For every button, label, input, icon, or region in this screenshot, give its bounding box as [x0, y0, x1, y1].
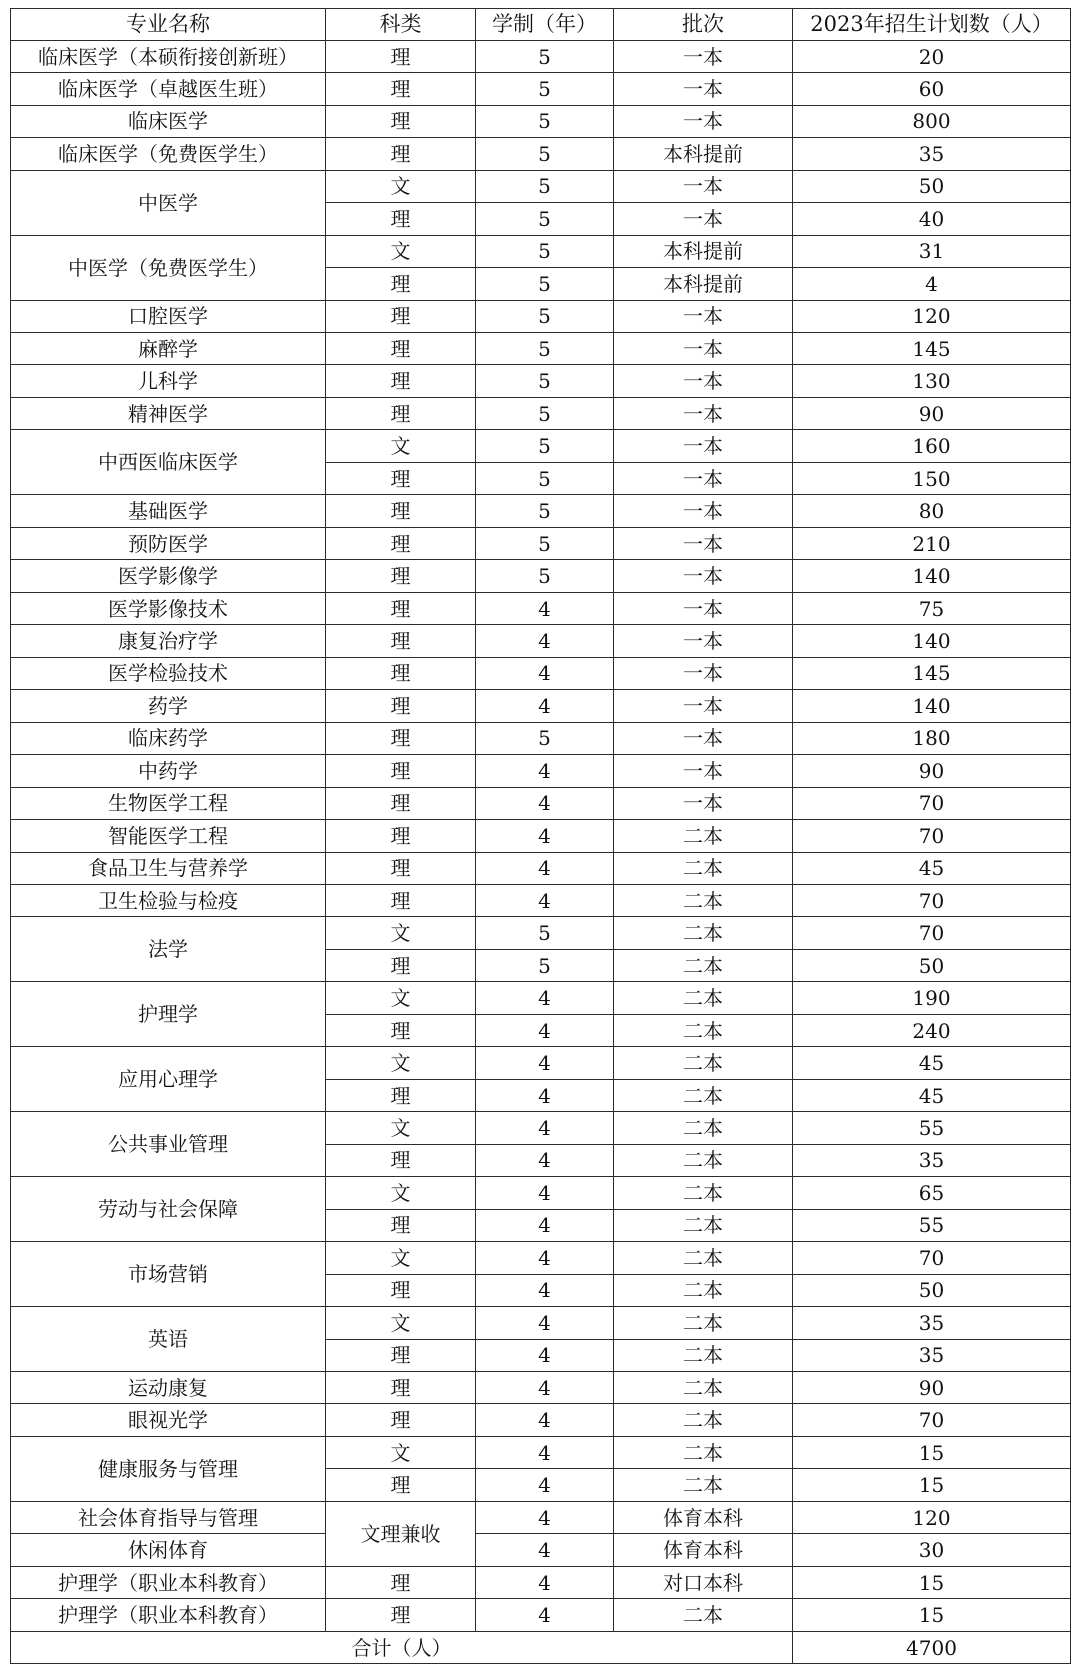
plan-count-cell: 80: [793, 495, 1071, 527]
major-cell: 卫生检验与检疫: [11, 884, 326, 916]
table-row: [11, 1242, 1071, 1274]
batch-cell: 二本: [614, 1209, 793, 1241]
major-cell: 中医学: [11, 170, 326, 235]
category-cell: 理: [326, 949, 476, 981]
plan-count-cell: 45: [793, 852, 1071, 884]
batch-cell: 二本: [614, 1339, 793, 1371]
plan-count-cell: 800: [793, 105, 1071, 137]
plan-count-cell: 120: [793, 300, 1071, 332]
major-cell: 英语: [11, 1307, 326, 1372]
category-cell: 理: [326, 462, 476, 494]
years-cell: 5: [476, 949, 614, 981]
major-cell: 预防医学: [11, 527, 326, 559]
plan-count-cell: 70: [793, 1404, 1071, 1436]
category-cell: 文: [326, 430, 476, 462]
table-row: [11, 365, 1071, 397]
plan-count-cell: 90: [793, 755, 1071, 787]
category-cell: 理: [326, 40, 476, 72]
category-cell: 文: [326, 917, 476, 949]
table-row: [11, 527, 1071, 559]
batch-cell: 一本: [614, 73, 793, 105]
table-row: [11, 1177, 1071, 1209]
years-cell: 4: [476, 852, 614, 884]
category-cell: 理: [326, 560, 476, 592]
category-cell: 文: [326, 1177, 476, 1209]
table-row: [11, 852, 1071, 884]
table-row: [11, 73, 1071, 105]
category-cell: 文: [326, 1047, 476, 1079]
major-cell: 康复治疗学: [11, 625, 326, 657]
table-row: [11, 755, 1071, 787]
category-cell: 理: [326, 1372, 476, 1404]
category-cell: 理: [326, 820, 476, 852]
major-cell: 食品卫生与营养学: [11, 852, 326, 884]
table-row: [11, 884, 1071, 916]
category-cell: 文: [326, 1242, 476, 1274]
table-row: [11, 1047, 1071, 1079]
major-cell: 医学影像学: [11, 560, 326, 592]
years-cell: 5: [476, 268, 614, 300]
plan-count-cell: 50: [793, 1274, 1071, 1306]
years-cell: 4: [476, 1566, 614, 1598]
table-row: [11, 300, 1071, 332]
plan-count-cell: 90: [793, 397, 1071, 429]
category-cell: 理: [326, 884, 476, 916]
table-row: [11, 820, 1071, 852]
table-row: [11, 1372, 1071, 1404]
major-cell: 中药学: [11, 755, 326, 787]
plan-count-cell: 180: [793, 722, 1071, 754]
category-cell: 理: [326, 755, 476, 787]
years-cell: 5: [476, 365, 614, 397]
plan-count-cell: 210: [793, 527, 1071, 559]
batch-cell: 二本: [614, 1242, 793, 1274]
batch-cell: 二本: [614, 949, 793, 981]
plan-count-cell: 35: [793, 1307, 1071, 1339]
batch-cell: 一本: [614, 300, 793, 332]
batch-cell: 一本: [614, 755, 793, 787]
table-row: [11, 1566, 1071, 1598]
header-category: 科类: [326, 9, 476, 41]
batch-cell: 二本: [614, 1599, 793, 1632]
years-cell: 5: [476, 495, 614, 527]
category-cell: 理: [326, 1014, 476, 1046]
table-row: [11, 1404, 1071, 1436]
plan-count-cell: 50: [793, 949, 1071, 981]
category-cell: 理: [326, 268, 476, 300]
category-cell: 理: [326, 787, 476, 819]
plan-count-cell: 140: [793, 690, 1071, 722]
years-cell: 4: [476, 1501, 614, 1533]
years-cell: 5: [476, 170, 614, 202]
batch-cell: 一本: [614, 40, 793, 72]
plan-count-cell: 35: [793, 1144, 1071, 1176]
table-row: [11, 1599, 1071, 1632]
years-cell: 5: [476, 138, 614, 170]
category-cell: 理: [326, 397, 476, 429]
header-batch: 批次: [614, 9, 793, 41]
major-cell: 生物医学工程: [11, 787, 326, 819]
category-cell: 理: [326, 365, 476, 397]
plan-count-cell: 15: [793, 1599, 1071, 1632]
major-cell: 劳动与社会保障: [11, 1177, 326, 1242]
years-cell: 4: [476, 1144, 614, 1176]
batch-cell: 对口本科: [614, 1566, 793, 1598]
major-cell: 中医学（免费医学生）: [11, 235, 326, 300]
major-cell: 护理学（职业本科教育）: [11, 1599, 326, 1632]
plan-count-cell: 70: [793, 884, 1071, 916]
category-cell: 理: [326, 203, 476, 235]
table-row: [11, 560, 1071, 592]
years-cell: 4: [476, 1274, 614, 1306]
major-cell: 休闲体育: [11, 1534, 326, 1566]
table-row: [11, 657, 1071, 689]
category-cell: 理: [326, 333, 476, 365]
table-row: [11, 1112, 1071, 1144]
category-cell: 理: [326, 657, 476, 689]
plan-count-cell: 30: [793, 1534, 1071, 1566]
plan-count-cell: 15: [793, 1469, 1071, 1501]
batch-cell: 一本: [614, 462, 793, 494]
header-major: 专业名称: [11, 9, 326, 41]
category-cell: 理: [326, 1566, 476, 1598]
batch-cell: 二本: [614, 820, 793, 852]
plan-count-cell: 240: [793, 1014, 1071, 1046]
major-cell: 药学: [11, 690, 326, 722]
plan-count-cell: 75: [793, 592, 1071, 624]
major-cell: 儿科学: [11, 365, 326, 397]
years-cell: 4: [476, 1014, 614, 1046]
category-cell: 理: [326, 625, 476, 657]
batch-cell: 二本: [614, 1144, 793, 1176]
category-cell: 文: [326, 982, 476, 1014]
header-plan-count: 2023年招生计划数（人）: [793, 9, 1071, 41]
category-cell: 理: [326, 1404, 476, 1436]
batch-cell: 一本: [614, 365, 793, 397]
batch-cell: 一本: [614, 527, 793, 559]
major-cell: 临床药学: [11, 722, 326, 754]
years-cell: 5: [476, 397, 614, 429]
major-cell: 社会体育指导与管理: [11, 1501, 326, 1533]
header-row: [11, 9, 1071, 41]
years-cell: 4: [476, 1436, 614, 1468]
batch-cell: 一本: [614, 592, 793, 624]
category-cell: 理: [326, 495, 476, 527]
batch-cell: 体育本科: [614, 1534, 793, 1566]
category-cell: 理: [326, 1339, 476, 1371]
batch-cell: 一本: [614, 170, 793, 202]
years-cell: 5: [476, 560, 614, 592]
category-cell: 理: [326, 1599, 476, 1632]
years-cell: 4: [476, 1112, 614, 1144]
batch-cell: 二本: [614, 982, 793, 1014]
plan-count-cell: 70: [793, 1242, 1071, 1274]
batch-cell: 一本: [614, 397, 793, 429]
header-years: 学制（年）: [476, 9, 614, 41]
table-row: [11, 170, 1071, 202]
plan-count-cell: 150: [793, 462, 1071, 494]
plan-count-cell: 4: [793, 268, 1071, 300]
batch-cell: 二本: [614, 917, 793, 949]
table-row: [11, 40, 1071, 72]
plan-count-cell: 35: [793, 138, 1071, 170]
years-cell: 5: [476, 333, 614, 365]
plan-count-cell: 160: [793, 430, 1071, 462]
plan-count-cell: 145: [793, 657, 1071, 689]
batch-cell: 一本: [614, 690, 793, 722]
batch-cell: 一本: [614, 722, 793, 754]
major-cell: 口腔医学: [11, 300, 326, 332]
years-cell: 5: [476, 300, 614, 332]
table-row: [11, 982, 1071, 1014]
category-cell: 理: [326, 690, 476, 722]
plan-count-cell: 190: [793, 982, 1071, 1014]
years-cell: 4: [476, 1079, 614, 1111]
years-cell: 5: [476, 462, 614, 494]
category-cell: 理: [326, 300, 476, 332]
major-cell: 健康服务与管理: [11, 1436, 326, 1501]
batch-cell: 体育本科: [614, 1501, 793, 1533]
plan-count-cell: 20: [793, 40, 1071, 72]
plan-count-cell: 45: [793, 1047, 1071, 1079]
category-cell: 理: [326, 1079, 476, 1111]
years-cell: 5: [476, 235, 614, 267]
table-row: [11, 787, 1071, 819]
plan-count-cell: 55: [793, 1209, 1071, 1241]
plan-count-cell: 130: [793, 365, 1071, 397]
major-cell: 基础医学: [11, 495, 326, 527]
table-row: [11, 105, 1071, 137]
plan-count-cell: 145: [793, 333, 1071, 365]
years-cell: 5: [476, 105, 614, 137]
plan-count-cell: 35: [793, 1339, 1071, 1371]
plan-count-cell: 40: [793, 203, 1071, 235]
years-cell: 4: [476, 787, 614, 819]
major-cell: 应用心理学: [11, 1047, 326, 1112]
category-cell: 理: [326, 592, 476, 624]
category-cell: 理: [326, 73, 476, 105]
table-row: [11, 625, 1071, 657]
plan-count-cell: 70: [793, 917, 1071, 949]
batch-cell: 二本: [614, 1112, 793, 1144]
major-cell: 公共事业管理: [11, 1112, 326, 1177]
major-cell: 中西医临床医学: [11, 430, 326, 495]
years-cell: 4: [476, 1469, 614, 1501]
major-cell: 临床医学（卓越医生班）: [11, 73, 326, 105]
table-row: [11, 592, 1071, 624]
years-cell: 4: [476, 1242, 614, 1274]
batch-cell: 二本: [614, 1014, 793, 1046]
plan-count-cell: 140: [793, 625, 1071, 657]
batch-cell: 一本: [614, 787, 793, 819]
batch-cell: 二本: [614, 1047, 793, 1079]
table-row: [11, 1501, 1071, 1533]
major-cell: 医学影像技术: [11, 592, 326, 624]
years-cell: 4: [476, 1339, 614, 1371]
plan-count-cell: 140: [793, 560, 1071, 592]
batch-cell: 二本: [614, 1436, 793, 1468]
batch-cell: 本科提前: [614, 235, 793, 267]
batch-cell: 二本: [614, 852, 793, 884]
years-cell: 4: [476, 1307, 614, 1339]
batch-cell: 一本: [614, 105, 793, 137]
years-cell: 4: [476, 1534, 614, 1566]
years-cell: 5: [476, 527, 614, 559]
table-row: [11, 722, 1071, 754]
years-cell: 5: [476, 430, 614, 462]
years-cell: 4: [476, 1372, 614, 1404]
batch-cell: 二本: [614, 1079, 793, 1111]
category-cell: 理: [326, 105, 476, 137]
plan-count-cell: 55: [793, 1112, 1071, 1144]
table-row: [11, 138, 1071, 170]
years-cell: 4: [476, 657, 614, 689]
plan-count-cell: 90: [793, 1372, 1071, 1404]
category-cell: 文理兼收: [326, 1501, 476, 1566]
category-cell: 理: [326, 1469, 476, 1501]
plan-count-cell: 65: [793, 1177, 1071, 1209]
category-cell: 理: [326, 722, 476, 754]
batch-cell: 二本: [614, 1274, 793, 1306]
plan-count-cell: 120: [793, 1501, 1071, 1533]
years-cell: 4: [476, 1177, 614, 1209]
major-cell: 精神医学: [11, 397, 326, 429]
total-label: 合计（人）: [11, 1632, 793, 1664]
plan-count-cell: 31: [793, 235, 1071, 267]
table-row: [11, 430, 1071, 462]
years-cell: 4: [476, 1404, 614, 1436]
plan-count-cell: 15: [793, 1566, 1071, 1598]
major-cell: 临床医学: [11, 105, 326, 137]
years-cell: 5: [476, 203, 614, 235]
category-cell: 文: [326, 1307, 476, 1339]
category-cell: 文: [326, 235, 476, 267]
batch-cell: 二本: [614, 1404, 793, 1436]
years-cell: 4: [476, 820, 614, 852]
batch-cell: 一本: [614, 560, 793, 592]
years-cell: 5: [476, 40, 614, 72]
years-cell: 4: [476, 625, 614, 657]
years-cell: 4: [476, 1599, 614, 1632]
plan-count-cell: 50: [793, 170, 1071, 202]
table-row: [11, 495, 1071, 527]
batch-cell: 一本: [614, 333, 793, 365]
category-cell: 理: [326, 138, 476, 170]
years-cell: 5: [476, 917, 614, 949]
category-cell: 理: [326, 527, 476, 559]
major-cell: 临床医学（本硕衔接创新班）: [11, 40, 326, 72]
table-row: [11, 1534, 1071, 1566]
major-cell: 护理学: [11, 982, 326, 1047]
batch-cell: 二本: [614, 1372, 793, 1404]
years-cell: 4: [476, 592, 614, 624]
table-row: [11, 333, 1071, 365]
major-cell: 智能医学工程: [11, 820, 326, 852]
category-cell: 文: [326, 1112, 476, 1144]
years-cell: 4: [476, 1047, 614, 1079]
major-cell: 临床医学（免费医学生）: [11, 138, 326, 170]
batch-cell: 一本: [614, 203, 793, 235]
total-row: [11, 1632, 1071, 1664]
years-cell: 4: [476, 690, 614, 722]
plan-count-cell: 15: [793, 1436, 1071, 1468]
batch-cell: 二本: [614, 1469, 793, 1501]
batch-cell: 本科提前: [614, 138, 793, 170]
years-cell: 5: [476, 73, 614, 105]
years-cell: 4: [476, 755, 614, 787]
category-cell: 文: [326, 1436, 476, 1468]
table-row: [11, 397, 1071, 429]
major-cell: 麻醉学: [11, 333, 326, 365]
table-row: [11, 690, 1071, 722]
major-cell: 法学: [11, 917, 326, 982]
category-cell: 理: [326, 1209, 476, 1241]
table-row: [11, 1436, 1071, 1468]
category-cell: 文: [326, 170, 476, 202]
plan-count-cell: 45: [793, 1079, 1071, 1111]
batch-cell: 一本: [614, 625, 793, 657]
batch-cell: 二本: [614, 1307, 793, 1339]
plan-count-cell: 70: [793, 787, 1071, 819]
batch-cell: 二本: [614, 1177, 793, 1209]
major-cell: 运动康复: [11, 1372, 326, 1404]
major-cell: 护理学（职业本科教育）: [11, 1566, 326, 1598]
plan-count-cell: 70: [793, 820, 1071, 852]
table-row: [11, 235, 1071, 267]
batch-cell: 一本: [614, 657, 793, 689]
major-cell: 眼视光学: [11, 1404, 326, 1436]
years-cell: 4: [476, 1209, 614, 1241]
table-row: [11, 1307, 1071, 1339]
enrollment-plan-table: [10, 8, 1071, 1664]
major-cell: 医学检验技术: [11, 657, 326, 689]
batch-cell: 二本: [614, 884, 793, 916]
batch-cell: 一本: [614, 430, 793, 462]
batch-cell: 本科提前: [614, 268, 793, 300]
years-cell: 5: [476, 722, 614, 754]
table-row: [11, 917, 1071, 949]
major-cell: 市场营销: [11, 1242, 326, 1307]
batch-cell: 一本: [614, 495, 793, 527]
category-cell: 理: [326, 1274, 476, 1306]
total-value: 4700: [793, 1632, 1071, 1664]
years-cell: 4: [476, 884, 614, 916]
plan-count-cell: 60: [793, 73, 1071, 105]
category-cell: 理: [326, 852, 476, 884]
years-cell: 4: [476, 982, 614, 1014]
category-cell: 理: [326, 1144, 476, 1176]
